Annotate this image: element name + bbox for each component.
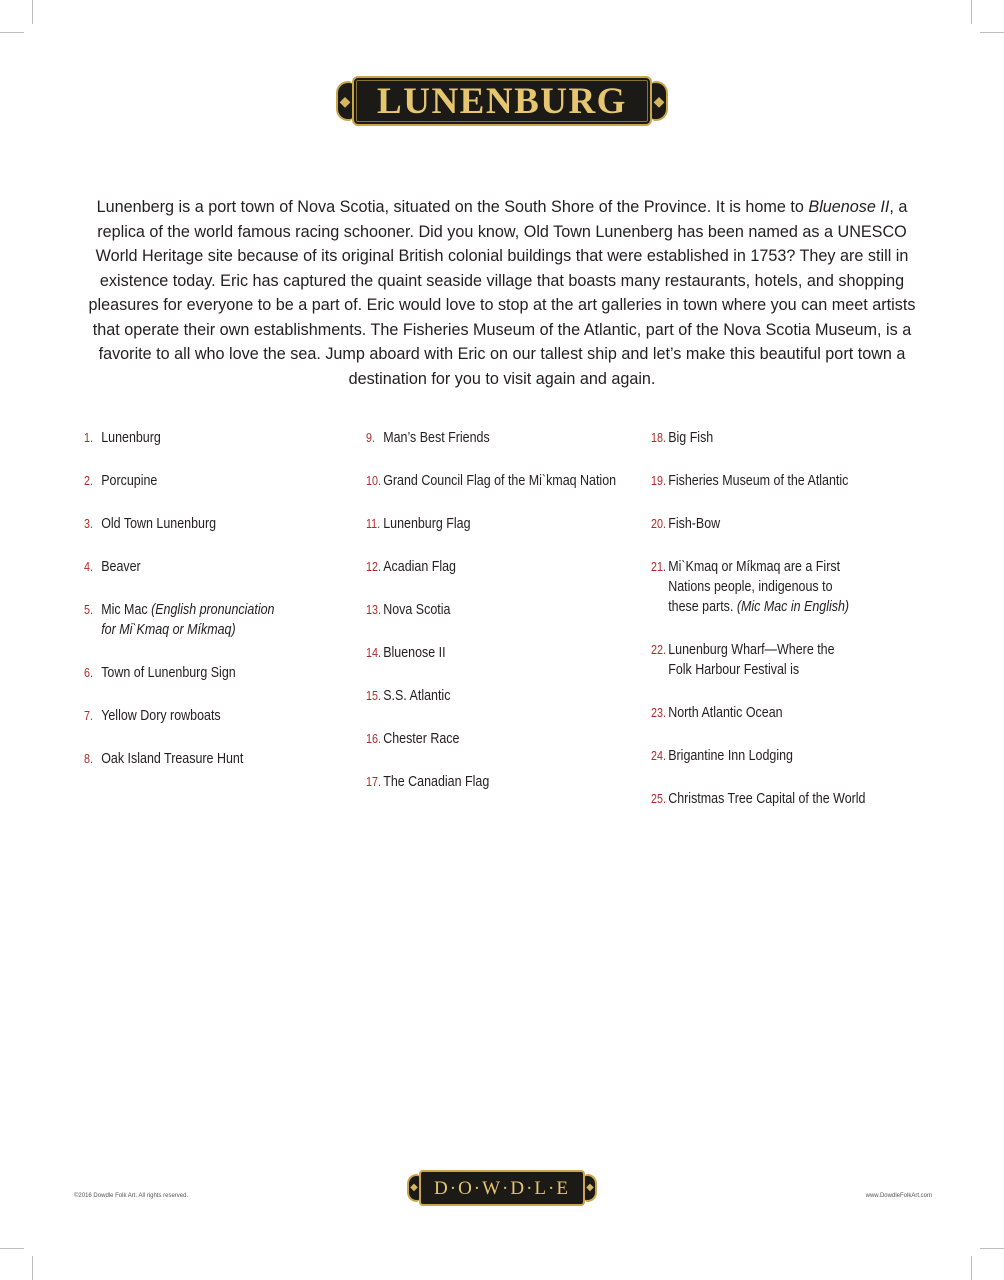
item-label: Beaver: [101, 559, 141, 575]
item-number: 2.: [84, 474, 93, 488]
crop-mark: [971, 1256, 972, 1280]
item-label: Man’s Best Friends: [383, 430, 490, 446]
item-label: S.S. Atlantic: [383, 688, 451, 704]
item-number: 5.: [84, 603, 93, 617]
dowdle-logo: [404, 1168, 600, 1208]
intro-text-1: Lunenberg is a port town of Nova Scotia, situated on the South Shore of the Province. It is home to: [96, 198, 809, 217]
item-number: 6.: [84, 666, 93, 680]
item-number: 8.: [84, 752, 93, 766]
logo-text: D·O·W·D·L·E: [434, 1177, 570, 1199]
item-number: 18.: [651, 431, 666, 445]
list-item: [366, 772, 650, 792]
list-item: [84, 706, 368, 726]
list-item: [366, 514, 650, 534]
item-label: Lunenburg Wharf—Where the Folk Harbour Festival is: [668, 642, 835, 678]
item-number: 24.: [651, 749, 666, 763]
item-label: Town of Lunenburg Sign: [101, 665, 236, 681]
ornament-icon: ◆: [336, 81, 352, 121]
list-item: [84, 557, 368, 577]
ornament-icon: ◆: [652, 81, 668, 121]
list-item: [84, 749, 368, 769]
website-link[interactable]: www.DowdleFolkArt.com: [865, 1193, 932, 1199]
item-label: Yellow Dory rowboats: [101, 708, 221, 724]
list-item: [84, 471, 368, 491]
legend-column-2: [366, 428, 656, 815]
item-number: 17.: [366, 775, 381, 789]
list-item: [366, 686, 650, 706]
title-plate: [352, 76, 652, 126]
item-number: 10.: [366, 474, 381, 488]
item-label: Big Fish: [668, 430, 714, 446]
legend-column-3: [651, 428, 941, 832]
item-label: Brigantine Inn Lodging: [668, 748, 794, 764]
item-number: 23.: [651, 706, 666, 720]
item-number: 21.: [651, 560, 666, 574]
title-banner: [336, 74, 668, 128]
item-number: 25.: [651, 792, 666, 806]
item-label: [101, 600, 282, 640]
item-number: 12.: [366, 560, 381, 574]
list-item: [651, 557, 866, 617]
list-item: [366, 729, 650, 749]
item-label: Porcupine: [101, 473, 158, 489]
item-label-text: Mi`Kmaq or Míkmaq are a First Nations people, indigenous to these parts.: [668, 559, 841, 615]
item-number: 7.: [84, 709, 93, 723]
list-item: [366, 471, 650, 491]
item-number: 22.: [651, 643, 666, 657]
crop-mark: [0, 1248, 24, 1249]
item-number: 14.: [366, 646, 381, 660]
copyright-text: ©2016 Dowdle Folk Art. All rights reserved.: [74, 1193, 189, 1199]
item-number: 19.: [651, 474, 666, 488]
intro-text-2: , a replica of the world famous racing schooner. Did you know, Old Town Lunenberg has been named as a UNESCO World Heritage site because of its original British colonial buildings that were established in 1753? They are still in existence today. Eric has captured the quaint seaside village that boasts many restaurants, hotels, and shopping pleasures for everyone to be a part of. Eric would love to stop at the art galleries in town where you can meet artists that operate their own establishments. The Fisheries Museum of the Atlantic, part of the Nova Scotia Museum, is a favorite to all who love the sea. Jump aboard with Eric on our tallest ship and let’s make this beautiful port town a destination for you to visit again and again.: [88, 198, 916, 388]
item-note: (Mic Mac in English): [736, 599, 850, 615]
page-title: LUNENBURG: [377, 80, 627, 122]
legend-column-1: [84, 428, 374, 792]
item-label: Old Town Lunenburg: [101, 516, 217, 532]
list-item: [366, 643, 650, 663]
item-label: Nova Scotia: [383, 602, 451, 618]
list-item: [651, 514, 935, 534]
item-label: [668, 557, 866, 617]
item-number: 16.: [366, 732, 381, 746]
crop-mark: [971, 0, 972, 24]
list-item: [366, 428, 650, 448]
item-label: Bluenose II: [383, 645, 446, 661]
crop-mark: [980, 1248, 1004, 1249]
list-item: [366, 600, 650, 620]
list-item: [651, 640, 845, 680]
item-number: 20.: [651, 517, 666, 531]
logo-plate: [419, 1170, 585, 1206]
crop-mark: [980, 32, 1004, 33]
item-label: Oak Island Treasure Hunt: [101, 751, 244, 767]
list-item: [84, 514, 368, 534]
item-number: 11.: [366, 517, 381, 531]
item-note: (English pronunciation for Mi`Kmaq or Míkmaq): [101, 602, 275, 638]
ornament-icon: ◆: [585, 1174, 597, 1202]
list-item: [651, 746, 935, 766]
list-item: [84, 663, 368, 683]
item-label-text: Mic Mac: [101, 602, 152, 618]
crop-mark: [0, 32, 24, 33]
item-label: Fish-Bow: [668, 516, 721, 532]
item-label: Lunenburg Flag: [383, 516, 471, 532]
list-item: [84, 600, 282, 640]
item-label: Christmas Tree Capital of the World: [668, 791, 866, 807]
crop-mark: [32, 1256, 33, 1280]
item-number: 13.: [366, 603, 381, 617]
intro-paragraph: [78, 195, 926, 391]
item-label: The Canadian Flag: [383, 774, 490, 790]
list-item: [84, 428, 368, 448]
item-number: 4.: [84, 560, 93, 574]
crop-mark: [32, 0, 33, 24]
item-number: 15.: [366, 689, 381, 703]
item-label: Lunenburg: [101, 430, 161, 446]
item-label: Grand Council Flag of the Mi`kmaq Nation: [383, 473, 617, 489]
list-item: [651, 703, 935, 723]
list-item: [366, 557, 650, 577]
item-label: Fisheries Museum of the Atlantic: [668, 473, 849, 489]
list-item: [651, 428, 935, 448]
item-label: Chester Race: [383, 731, 460, 747]
item-number: 9.: [366, 431, 375, 445]
list-item: [651, 789, 935, 809]
list-item: [651, 471, 935, 491]
item-number: 1.: [84, 431, 93, 445]
item-label: Acadian Flag: [383, 559, 456, 575]
ornament-icon: ◆: [407, 1174, 419, 1202]
intro-italic: Bluenose II: [808, 198, 890, 217]
item-number: 3.: [84, 517, 93, 531]
logo-plate-wrap: [407, 1170, 597, 1206]
item-label: North Atlantic Ocean: [668, 705, 783, 721]
